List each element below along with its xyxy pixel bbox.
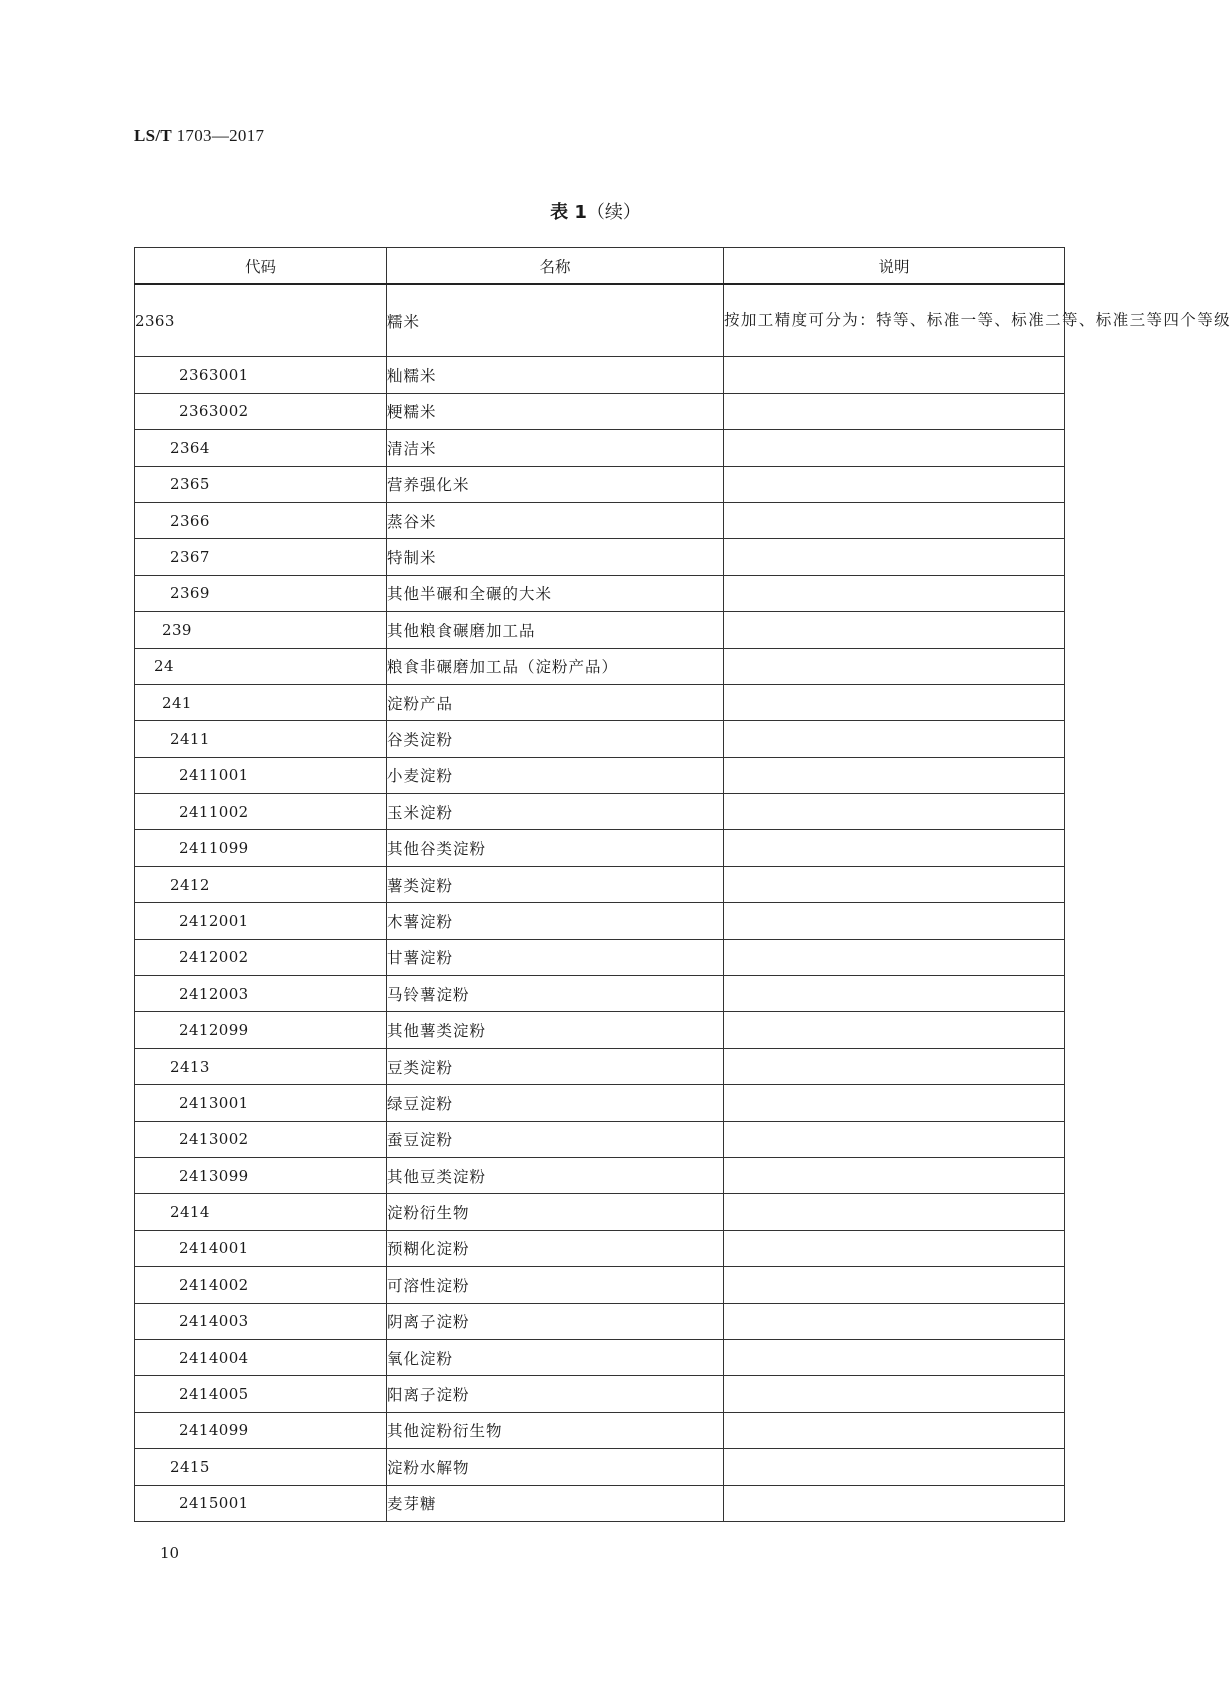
note-cell (724, 1085, 1065, 1121)
table-label: 表 1 (550, 202, 587, 223)
name-cell: 其他半碾和全碾的大米 (387, 575, 724, 611)
name-cell: 粳糯米 (387, 393, 724, 429)
table-header-row (135, 248, 1065, 285)
note-cell (724, 393, 1065, 429)
name-cell: 玉米淀粉 (387, 794, 724, 830)
code-cell: 2414004 (135, 1339, 387, 1375)
name-cell: 营养强化米 (387, 466, 724, 502)
note-cell (724, 1412, 1065, 1448)
name-cell: 绿豆淀粉 (387, 1085, 724, 1121)
code-cell: 2366 (135, 502, 387, 538)
table-row (135, 1339, 1065, 1375)
code-cell: 2415001 (135, 1485, 387, 1521)
classification-table (134, 247, 1231, 1522)
code-cell: 2413099 (135, 1157, 387, 1193)
name-cell: 麦芽糖 (387, 1485, 724, 1521)
note-cell (724, 721, 1065, 757)
note-cell (724, 757, 1065, 793)
code-cell: 2414001 (135, 1230, 387, 1266)
table-row (135, 284, 1065, 357)
note-cell (724, 1048, 1065, 1084)
page-number: 10 (160, 1544, 180, 1562)
name-cell: 可溶性淀粉 (387, 1267, 724, 1303)
code-cell: 2413 (135, 1048, 387, 1084)
code-cell: 2414002 (135, 1267, 387, 1303)
table-continued: （续） (586, 202, 641, 223)
name-cell: 淀粉产品 (387, 684, 724, 720)
table-row (135, 612, 1065, 648)
note-cell (724, 357, 1065, 393)
name-cell: 淀粉衍生物 (387, 1194, 724, 1230)
code-cell: 2367 (135, 539, 387, 575)
table-title (0, 198, 1191, 224)
standard-number: 1703—2017 (176, 126, 265, 145)
note-cell (724, 866, 1065, 902)
table-row (135, 1194, 1065, 1230)
code-cell: 2364 (135, 430, 387, 466)
name-cell: 小麦淀粉 (387, 757, 724, 793)
note-cell (724, 539, 1065, 575)
table-row (135, 466, 1065, 502)
note-cell (724, 1012, 1065, 1048)
code-cell: 2414 (135, 1194, 387, 1230)
table-row (135, 1485, 1065, 1521)
note-cell (724, 830, 1065, 866)
table-row (135, 721, 1065, 757)
note-cell (724, 684, 1065, 720)
column-header-note: 说明 (724, 248, 1065, 285)
table-row (135, 1121, 1065, 1157)
table-row (135, 393, 1065, 429)
note-cell (724, 430, 1065, 466)
code-cell: 2412 (135, 866, 387, 902)
table-row (135, 1267, 1065, 1303)
table-row (135, 794, 1065, 830)
name-cell: 其他淀粉衍生物 (387, 1412, 724, 1448)
name-cell: 预糊化淀粉 (387, 1230, 724, 1266)
table-row (135, 357, 1065, 393)
code-cell: 2415 (135, 1449, 387, 1485)
note-cell (724, 1194, 1065, 1230)
code-cell: 2365 (135, 466, 387, 502)
name-cell: 其他薯类淀粉 (387, 1012, 724, 1048)
code-cell: 2411002 (135, 794, 387, 830)
name-cell: 其他豆类淀粉 (387, 1157, 724, 1193)
name-cell: 特制米 (387, 539, 724, 575)
note-cell (724, 1449, 1065, 1485)
note-cell (724, 466, 1065, 502)
note-cell (724, 1157, 1065, 1193)
code-cell: 2363001 (135, 357, 387, 393)
table-row (135, 976, 1065, 1012)
code-cell: 2363002 (135, 393, 387, 429)
name-cell: 籼糯米 (387, 357, 724, 393)
name-cell: 蒸谷米 (387, 502, 724, 538)
table-row (135, 1157, 1065, 1193)
code-cell: 2411 (135, 721, 387, 757)
code-cell: 2414099 (135, 1412, 387, 1448)
code-cell: 2411001 (135, 757, 387, 793)
table-row (135, 757, 1065, 793)
table-row (135, 1048, 1065, 1084)
note-cell (724, 1267, 1065, 1303)
name-cell: 淀粉水解物 (387, 1449, 724, 1485)
note-cell (724, 903, 1065, 939)
name-cell: 谷类淀粉 (387, 721, 724, 757)
table-row (135, 866, 1065, 902)
note-cell (724, 794, 1065, 830)
code-cell: 2363 (135, 284, 387, 357)
name-cell: 清洁米 (387, 430, 724, 466)
table-row (135, 1230, 1065, 1266)
table-row (135, 1412, 1065, 1448)
table-row (135, 539, 1065, 575)
table-row (135, 1449, 1065, 1485)
code-cell: 2411099 (135, 830, 387, 866)
name-cell: 粮食非碾磨加工品（淀粉产品） (387, 648, 724, 684)
table-row (135, 939, 1065, 975)
code-cell: 2369 (135, 575, 387, 611)
name-cell: 阳离子淀粉 (387, 1376, 724, 1412)
note-cell (724, 976, 1065, 1012)
code-cell: 2412099 (135, 1012, 387, 1048)
note-cell (724, 1121, 1065, 1157)
standard-prefix: LS/T (134, 126, 173, 145)
note-cell (724, 1303, 1065, 1339)
code-cell: 2413002 (135, 1121, 387, 1157)
table-row (135, 648, 1065, 684)
name-cell: 木薯淀粉 (387, 903, 724, 939)
column-header-code: 代码 (135, 248, 387, 285)
code-cell: 24 (135, 648, 387, 684)
table-row (135, 1012, 1065, 1048)
document-code (134, 126, 264, 146)
note-cell (724, 575, 1065, 611)
table-row (135, 502, 1065, 538)
note-cell (724, 1230, 1065, 1266)
name-cell: 其他粮食碾磨加工品 (387, 612, 724, 648)
table-row (135, 830, 1065, 866)
table-row (135, 1376, 1065, 1412)
code-cell: 2412001 (135, 903, 387, 939)
note-cell (724, 648, 1065, 684)
table-row (135, 430, 1065, 466)
name-cell: 马铃薯淀粉 (387, 976, 724, 1012)
code-cell: 2413001 (135, 1085, 387, 1121)
table-row (135, 684, 1065, 720)
note-cell (724, 1376, 1065, 1412)
note-cell (724, 939, 1065, 975)
code-cell: 241 (135, 684, 387, 720)
code-cell: 2412003 (135, 976, 387, 1012)
column-header-name: 名称 (387, 248, 724, 285)
note-cell (724, 1339, 1065, 1375)
name-cell: 薯类淀粉 (387, 866, 724, 902)
code-cell: 2412002 (135, 939, 387, 975)
name-cell: 蚕豆淀粉 (387, 1121, 724, 1157)
name-cell: 其他谷类淀粉 (387, 830, 724, 866)
note-cell (724, 612, 1065, 648)
code-cell: 2414003 (135, 1303, 387, 1339)
table-row (135, 1303, 1065, 1339)
code-cell: 239 (135, 612, 387, 648)
table-row (135, 903, 1065, 939)
note-cell (724, 1485, 1065, 1521)
table-row (135, 575, 1065, 611)
note-cell: 按加工精度可分为：特等、标准一等、标准二等、标准三等四个等级 (724, 284, 1065, 357)
table-row (135, 1085, 1065, 1121)
name-cell: 豆类淀粉 (387, 1048, 724, 1084)
note-cell (724, 502, 1065, 538)
name-cell: 甘薯淀粉 (387, 939, 724, 975)
name-cell: 氧化淀粉 (387, 1339, 724, 1375)
code-cell: 2414005 (135, 1376, 387, 1412)
name-cell: 阴离子淀粉 (387, 1303, 724, 1339)
name-cell: 糯米 (387, 284, 724, 357)
